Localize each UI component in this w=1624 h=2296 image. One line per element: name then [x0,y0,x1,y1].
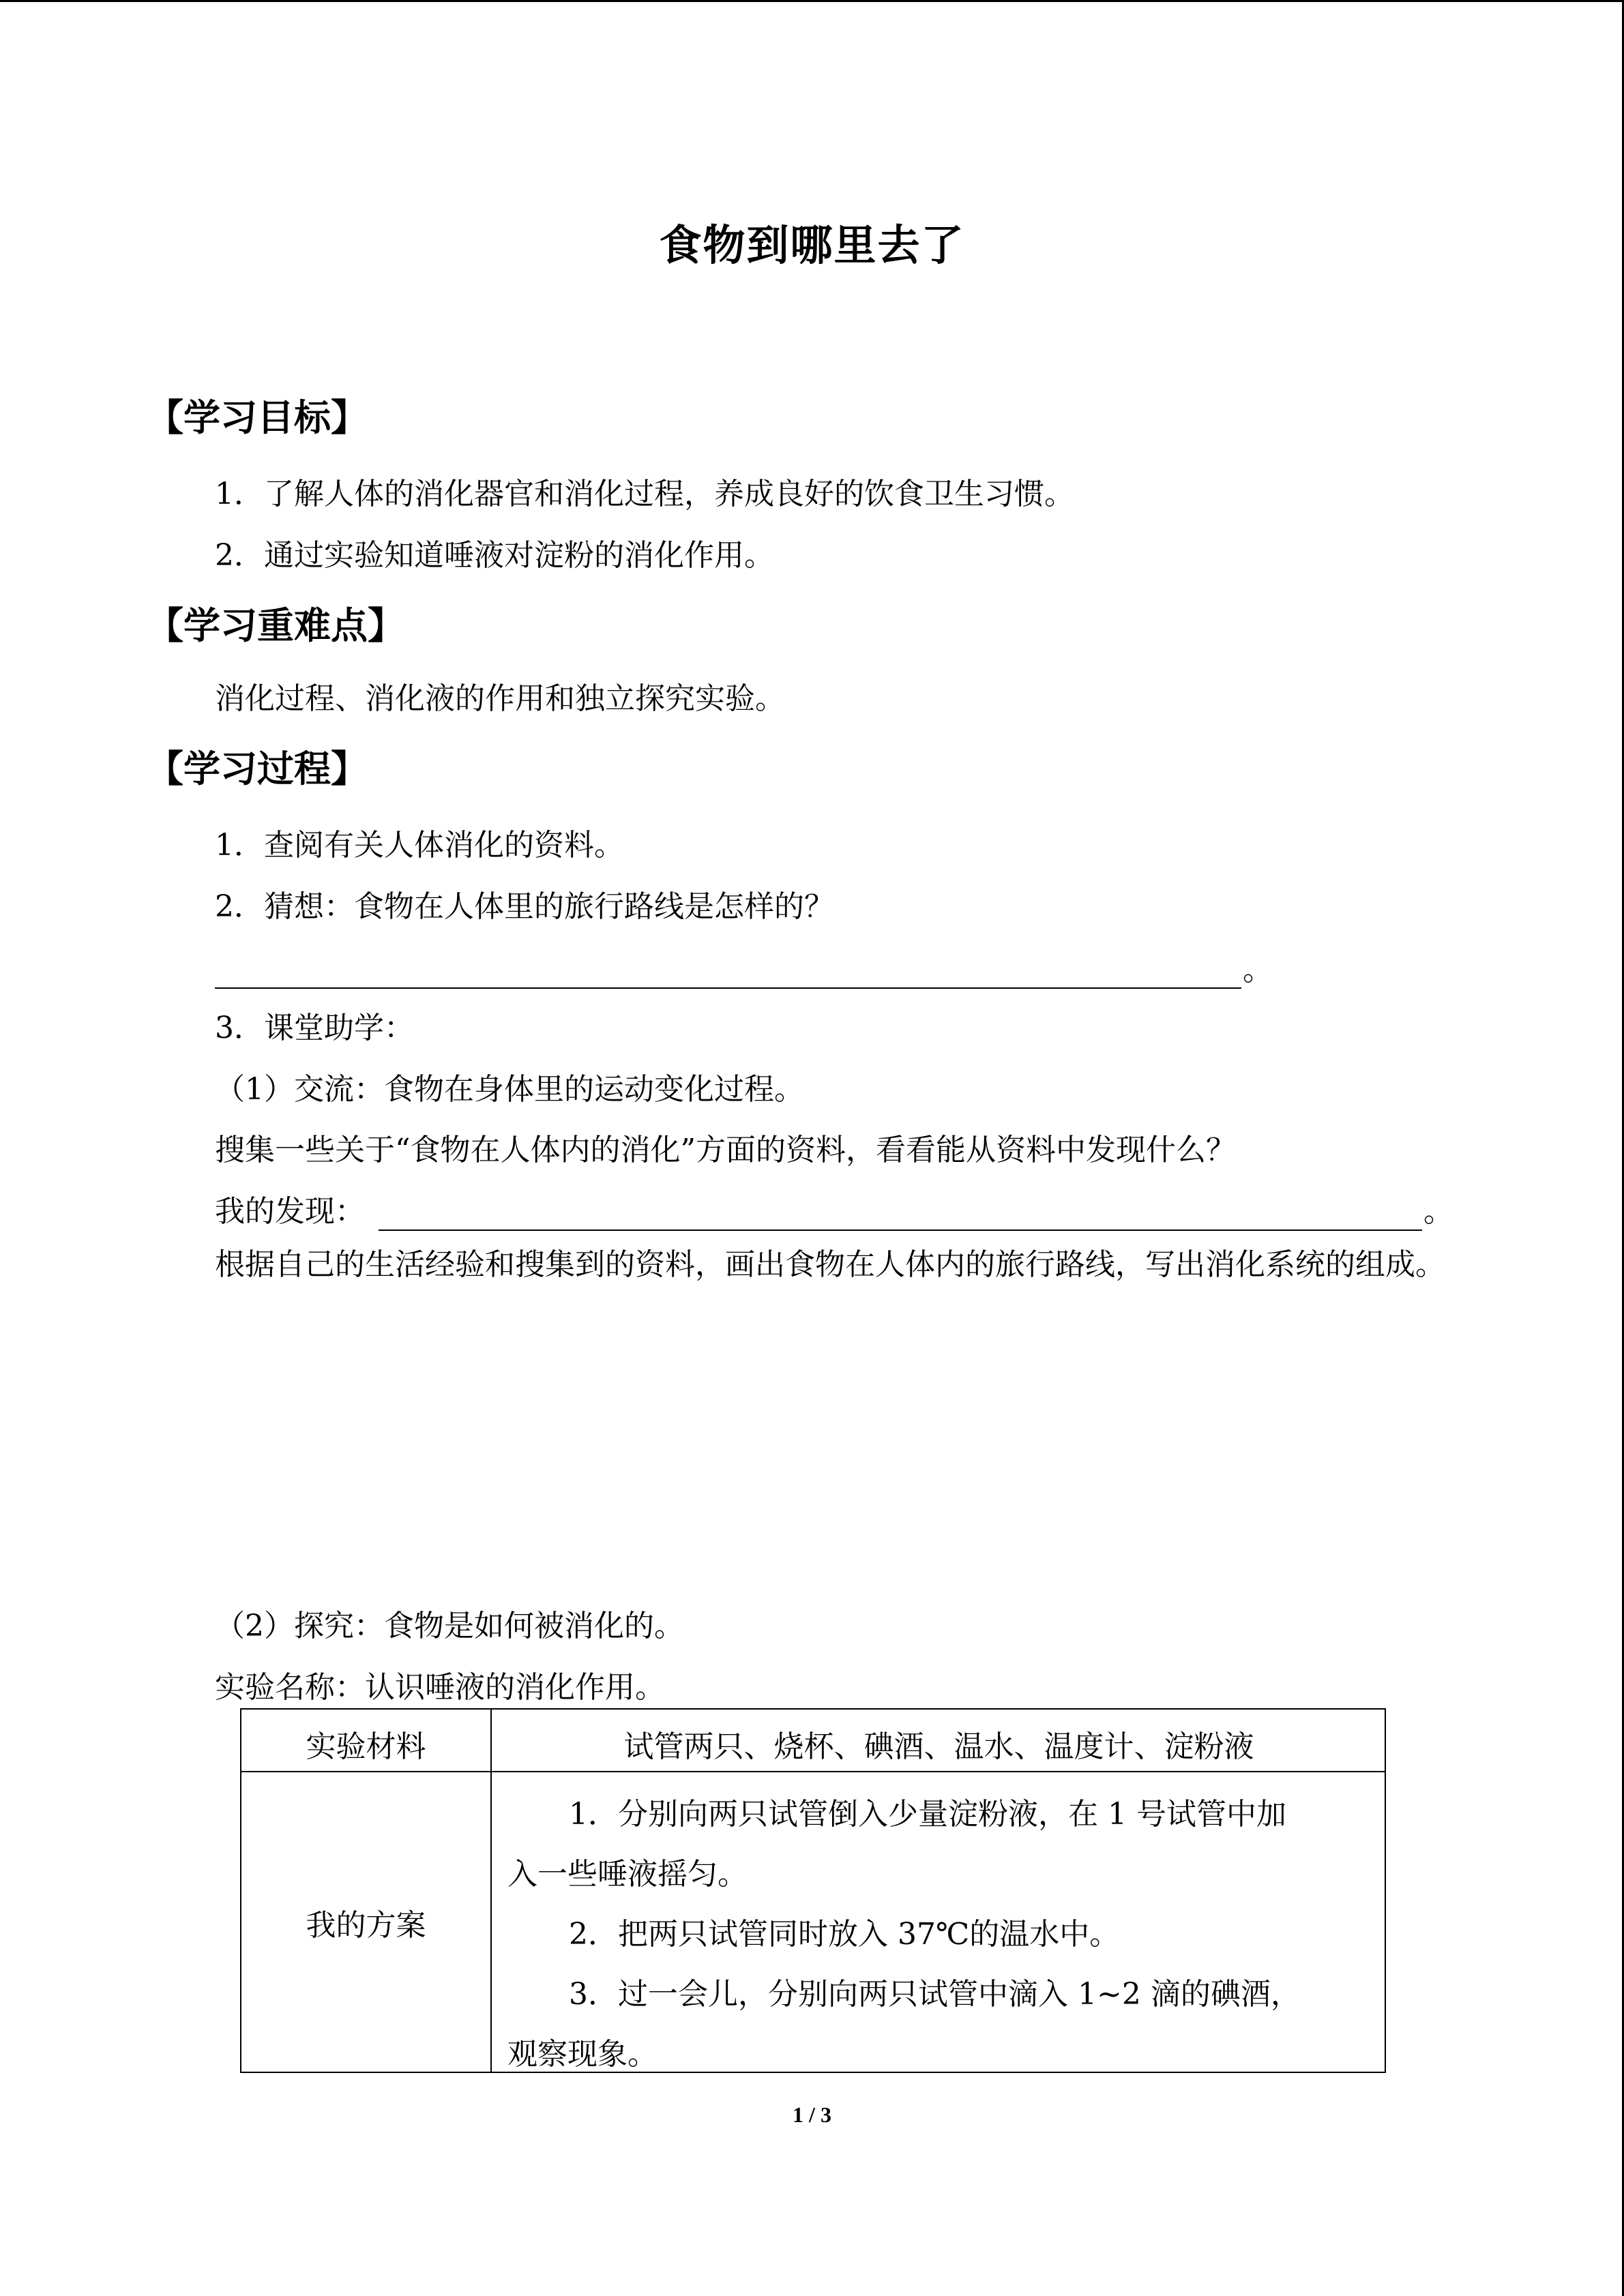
finding-answer-line[interactable] [379,1229,1422,1231]
key-points-text: 消化过程、消化液的作用和独立探究实验。 [215,681,785,716]
experiment-table [240,1708,1386,2073]
process-item-1: 1．查阅有关人体消化的资料。 [215,828,624,863]
process-item-3: 3．课堂助学： [215,1011,414,1045]
sub-item-1: （1）交流：食物在身体里的运动变化过程。 [215,1072,804,1107]
plan-step-1: 1．分别向两只试管倒入少量淀粉液，在 1 号试管中加 [569,1797,1286,1832]
guess-answer-line[interactable] [215,987,1241,989]
goal-item-2: 2．通过实验知道唾液对淀粉的消化作用。 [215,538,774,573]
materials-value: 试管两只、烧杯、碘酒、温水、温度计、淀粉液 [623,1729,1254,1764]
process-item-2: 2．猜想：食物在人体里的旅行路线是怎样的？ [215,889,834,924]
process-heading: 【学习过程】 [147,747,368,790]
experiment-name: 实验名称：认识唾液的消化作用。 [215,1670,665,1705]
plan-step-1-cont: 入一些唾液摇匀。 [507,1857,748,1892]
sub-item-2: （2）探究：食物是如何被消化的。 [215,1609,684,1643]
collect-instruction: 搜集一些关于“食物在人体内的消化”方面的资料，看看能从资料中发现什么？ [215,1133,1236,1167]
key-points-heading: 【学习重难点】 [147,604,404,647]
page-number: 1 / 3 [793,2102,831,2127]
draw-instruction: 根据自己的生活经验和搜集到的资料，画出食物在人体内的旅行路线，写出消化系统的组成。 [215,1247,1445,1282]
table-row-divider [241,1771,1385,1772]
page-top-border [0,0,1624,2]
goal-item-1: 1．了解人体的消化器官和消化过程，养成良好的饮食卫生习惯。 [215,477,1074,511]
finding-end: 。 [1423,1194,1453,1229]
plan-step-3: 3．过一会儿，分别向两只试管中滴入 1~2 滴的碘酒， [569,1977,1301,2012]
plan-step-3-cont: 观察现象。 [507,2037,658,2072]
guess-answer-end: 。 [1243,953,1273,987]
goals-heading: 【学习目标】 [147,396,368,439]
materials-label: 实验材料 [306,1729,426,1764]
finding-label: 我的发现： [215,1194,365,1229]
page-title: 食物到哪里去了 [659,220,965,270]
plan-label: 我的方案 [306,1908,426,1943]
plan-step-2: 2．把两只试管同时放入 37℃的温水中。 [569,1917,1120,1952]
